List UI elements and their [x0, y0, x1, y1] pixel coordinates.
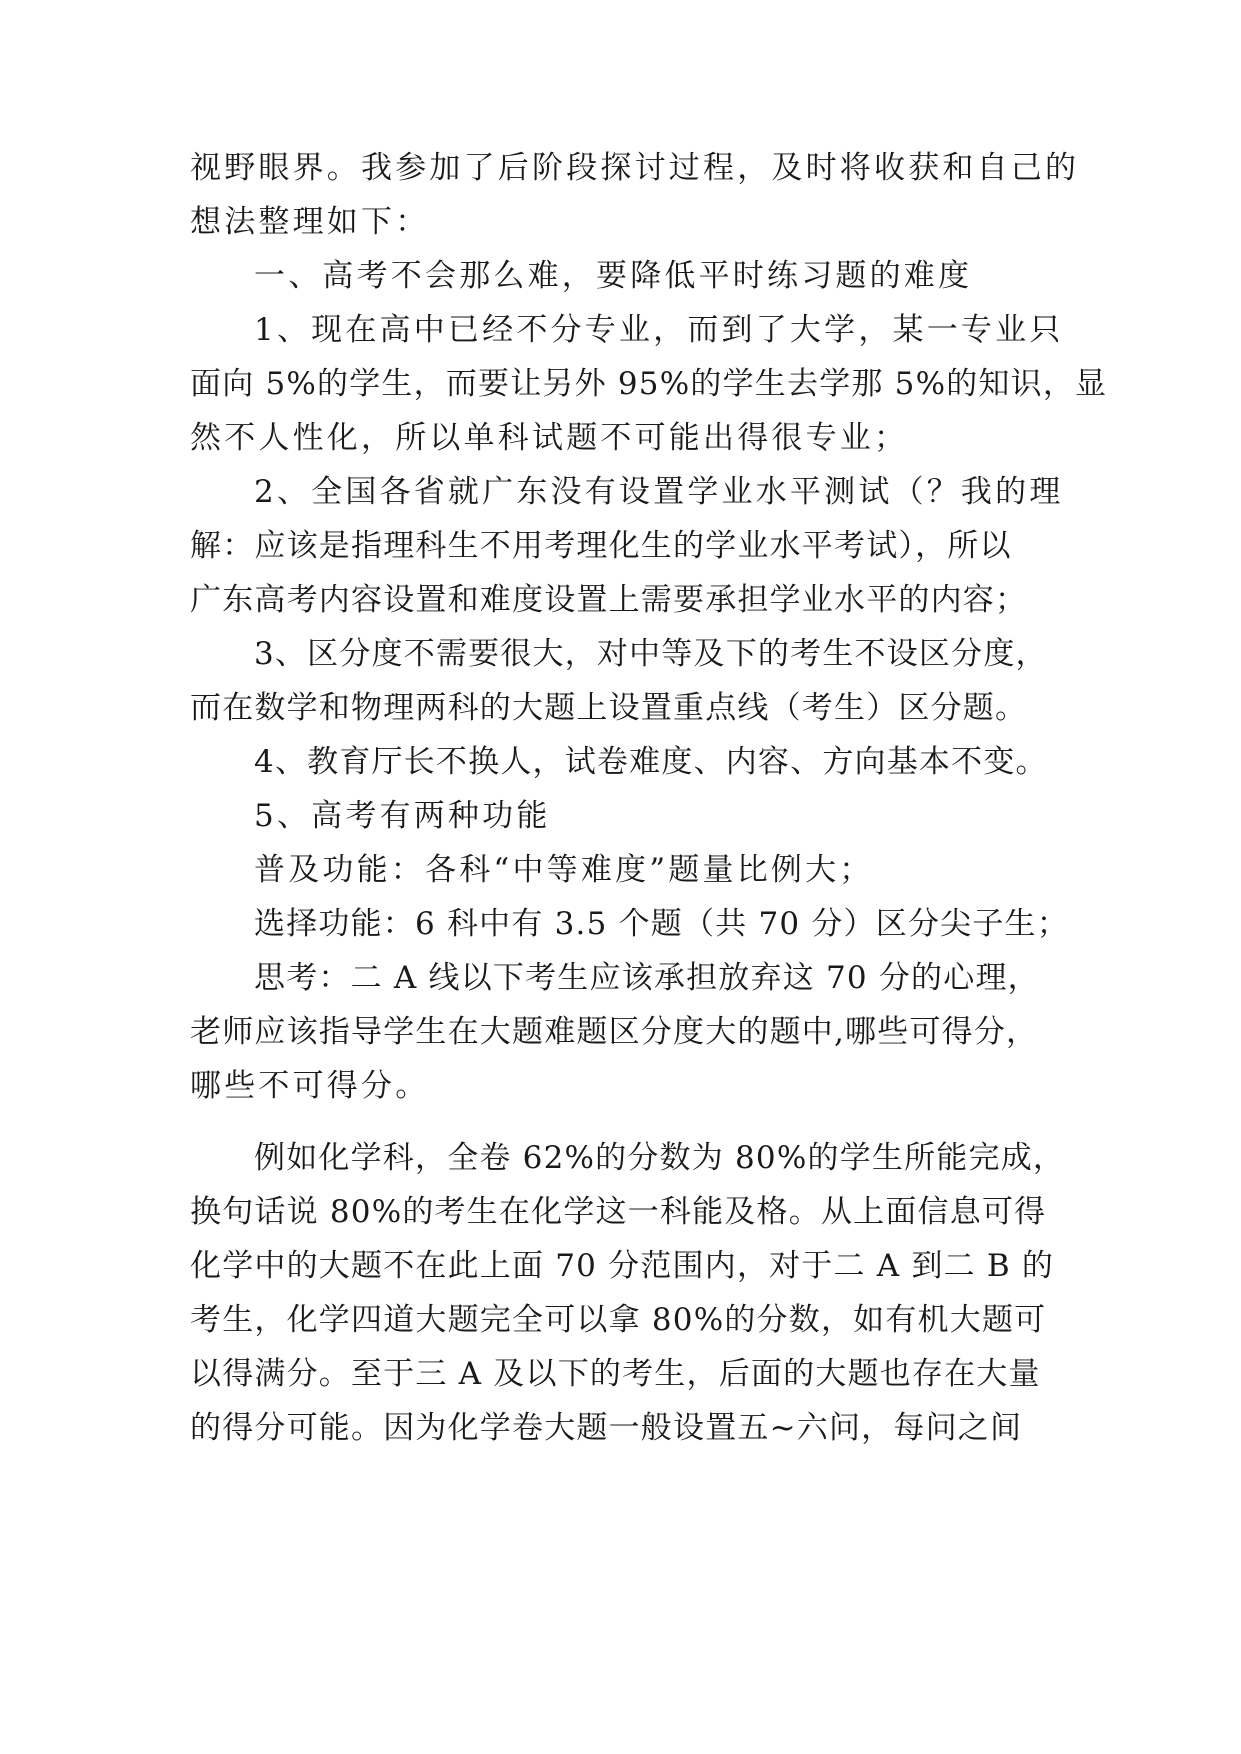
text-line-24: 的得分可能。因为化学卷大题一般设置五~六问，每问之间: [190, 1410, 1023, 1446]
text-line-10: 3、区分度不需要很大，对中等及下的考生不设区分度，: [254, 636, 1048, 672]
text-line-1: 视野眼界。我参加了后阶段探讨过程，及时将收获和自己的: [190, 150, 1080, 186]
text-line-22: 考生，化学四道大题完全可以拿 80%的分数，如有机大题可: [190, 1302, 1047, 1338]
text-line-13: 5、高考有两种功能: [254, 798, 551, 834]
text-line-15: 选择功能：6 科中有 3.5 个题（共 70 分）区分尖子生；: [254, 906, 1069, 942]
text-line-17: 老师应该指导学生在大题难题区分度大的题中,哪些可得分，: [190, 1014, 1039, 1050]
text-line-11: 而在数学和物理两科的大题上设置重点线（考生）区分题。: [190, 690, 1028, 726]
section-heading: 一、高考不会那么难，要降低平时练习题的难度: [254, 258, 973, 294]
text-line-23: 以得满分。至于三 A 及以下的考生，后面的大题也存在大量: [190, 1356, 1041, 1392]
text-line-18: 哪些不可得分。: [190, 1068, 430, 1104]
text-line-19: 例如化学科，全卷 62%的分数为 80%的学生所能完成，: [254, 1140, 1066, 1176]
text-line-20: 换句话说 80%的考生在化学这一科能及格。从上面信息可得: [190, 1194, 1047, 1230]
text-line-8: 解：应该是指理科生不用考理化生的学业水平考试），所以: [190, 528, 1012, 564]
text-line-16: 思考：二 A 线以下考生应该承担放弃这 70 分的心理，: [254, 960, 1040, 996]
text-line-14: 普及功能：各科“中等难度”题量比例大；: [254, 852, 874, 888]
text-line-12: 4、教育厅长不换人，试卷难度、内容、方向基本不变。: [254, 744, 1048, 780]
text-line-4: 1、现在高中已经不分专业，而到了大学，某一专业只: [254, 312, 1064, 348]
text-line-9: 广东高考内容设置和难度设置上需要承担学业水平的内容；: [190, 582, 1028, 618]
text-line-2: 想法整理如下：: [190, 204, 430, 240]
text-line-6: 然不人性化，所以单科试题不可能出得很专业；: [190, 420, 909, 456]
text-line-21: 化学中的大题不在此上面 70 分范围内，对于二 A 到二 B 的: [190, 1248, 1055, 1284]
text-line-7: 2、全国各省就广东没有设置学业水平测试（？我的理: [254, 474, 1064, 510]
text-line-5: 面向 5%的学生，而要让另外 95%的学生去学那 5%的知识，显: [190, 366, 1108, 402]
